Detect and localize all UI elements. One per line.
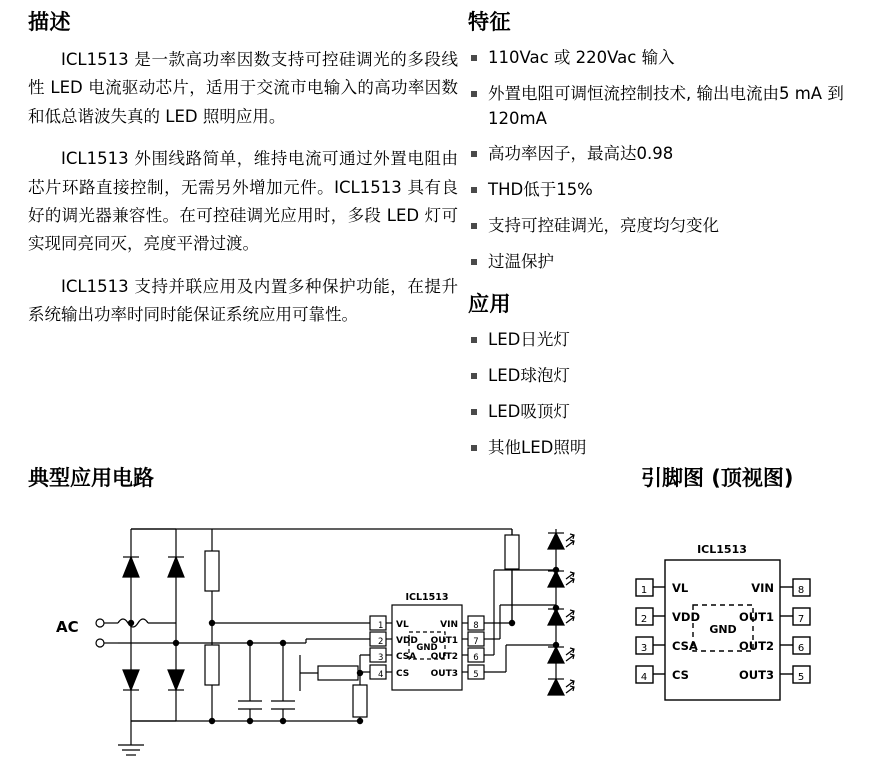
typical-application-circuit (0, 505, 620, 760)
pinout-heading: 引脚图 (顶视图) (641, 466, 794, 490)
description-paragraph: ICL1513 是一款高功率因数支持可控硅调光的多段线性 LED 电流驱动芯片，适用于交流市电输入的高功率因数和低总谐波失真的 LED 照明应用。 (28, 50, 458, 126)
schematic-pin-num: 1 (378, 621, 384, 631)
schematic-gnd-label: GND (416, 643, 438, 653)
schematic-pin-num: 4 (378, 670, 384, 680)
schematic-pin-name: VL (396, 620, 409, 630)
features-column (468, 6, 868, 471)
description-title: 描述 (28, 10, 71, 34)
list-item: LED球泡灯 (468, 364, 868, 389)
schematic-pin-name: OUT3 (430, 669, 458, 679)
pinout-gnd-label: GND (709, 623, 737, 636)
pinout-pin-num: 6 (797, 643, 805, 654)
list-item: LED日光灯 (468, 328, 868, 353)
schematic-pin-num: 8 (473, 621, 479, 631)
pinout-svg (610, 505, 886, 760)
pinout-pin-num: 4 (640, 672, 648, 683)
pinout-diagram (610, 505, 886, 760)
description-paragraph: ICL1513 外围线路简单，维持电流可通过外置电阻由芯片环路直接控制，无需另外增加元件。ICL1513 具有良好的调光器兼容性。在可控硅调光应用时，多段 LED 灯可实现同亮同灭，亮度平滑过渡。 (28, 149, 458, 254)
schematic-pin-name: VDD (396, 636, 418, 646)
description-paragraph: ICL1513 支持并联应用及内置多种保护功能，在提升系统输出功率时同时能保证系统应用可靠性。 (28, 276, 458, 324)
ac-source-label: AC (56, 618, 79, 636)
list-item: 外置电阻可调恒流控制技术, 输出电流由5 mA 到 120mA (468, 82, 868, 132)
pinout-pin-name: CSA (672, 639, 698, 653)
schematic-pin-name: CSA (396, 652, 417, 662)
schematic-pin-name: OUT1 (430, 636, 458, 646)
features-title: 特征 (468, 10, 511, 34)
pinout-pin-name: OUT2 (739, 639, 774, 653)
list-item: 其他LED照明 (468, 436, 868, 461)
schematic-pin-num: 2 (378, 637, 384, 647)
pinout-pin-name: OUT3 (739, 668, 774, 682)
pinout-pin-num: 3 (640, 643, 648, 654)
pinout-pin-name: VDD (672, 610, 700, 624)
pinout-pin-name: OUT1 (739, 610, 774, 624)
list-item: 支持可控硅调光，亮度均匀变化 (468, 214, 868, 239)
pinout-chip-label: ICL1513 (697, 543, 747, 556)
schematic-pin-name: CS (396, 669, 410, 679)
list-item: 高功率因子，最高达0.98 (468, 142, 868, 167)
schematic-pin-name: OUT2 (430, 652, 458, 662)
schematic-pin-num: 7 (473, 637, 479, 647)
applications-title: 应用 (468, 292, 511, 317)
pinout-pin-num: 8 (797, 585, 805, 596)
schematic-svg (0, 505, 620, 760)
applications-list (468, 328, 868, 460)
pinout-pin-num: 2 (640, 614, 648, 625)
schematic-pin-num: 5 (473, 670, 479, 680)
list-item: 过温保护 (468, 250, 868, 275)
typical-application-heading: 典型应用电路 (28, 466, 154, 490)
pinout-pin-num: 1 (640, 585, 648, 596)
schematic-pin-num: 3 (378, 653, 384, 663)
schematic-pin-name: VIN (440, 620, 458, 630)
description-column (28, 6, 458, 343)
pinout-pin-num: 5 (797, 672, 805, 683)
pinout-pin-name: CS (672, 668, 689, 682)
list-item: 110Vac 或 220Vac 输入 (468, 46, 868, 71)
list-item: THD低于15% (468, 178, 868, 203)
features-list (468, 46, 868, 274)
pinout-pin-name: VL (672, 581, 689, 595)
schematic-pin-num: 6 (473, 653, 479, 663)
pinout-pin-num: 7 (797, 614, 805, 625)
schematic-chip-label: ICL1513 (405, 592, 449, 603)
pinout-pin-name: VIN (751, 581, 774, 595)
list-item: LED吸顶灯 (468, 400, 868, 425)
